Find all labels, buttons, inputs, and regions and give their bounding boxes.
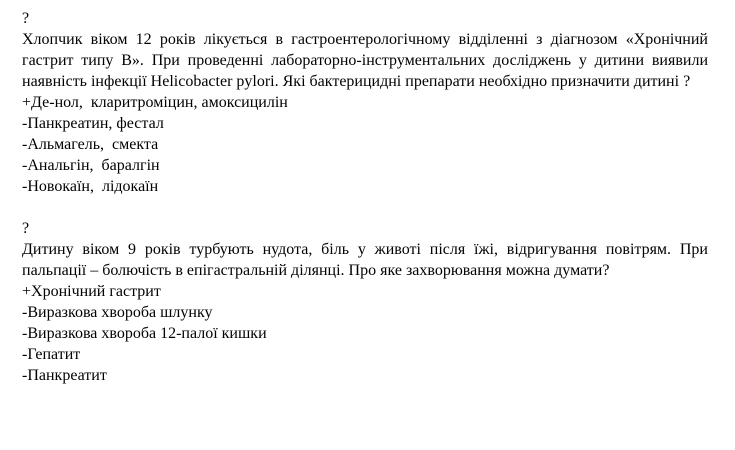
- question-text: Хлопчик віком 12 років лікується в гастроентерологічному відділенні з діагнозом «Хронічний гастрит типу В». При проведенні лабораторно-інструментальних досліджень у дитини виявили наявність інфекції Helicobacter pylori. Які бактерицидні препарати необхідно призначити дитині ?: [22, 31, 708, 90]
- question-block-2: [22, 218, 708, 386]
- answer-option: -Анальгін, баралгін: [22, 157, 160, 174]
- answer-option: -Альмагель, смекта: [22, 136, 159, 153]
- question-marker: ?: [22, 220, 30, 237]
- answer-option: -Виразкова хвороба шлунку: [22, 304, 213, 321]
- answer-option: -Панкреатит: [22, 367, 107, 384]
- answer-option: -Панкреатин, фестал: [22, 115, 164, 132]
- answer-option: -Новокаїн, лідокаїн: [22, 178, 159, 195]
- question-block-1: [22, 8, 708, 197]
- answer-option: -Гепатит: [22, 346, 81, 363]
- document-body: [22, 8, 708, 386]
- answer-option-correct: +Де-нол, кларитроміцин, амоксицилін: [22, 94, 288, 111]
- answer-option: -Виразкова хвороба 12-палої кишки: [22, 325, 267, 342]
- answer-option-correct: +Хронічний гастрит: [22, 283, 161, 300]
- question-marker: ?: [22, 10, 30, 27]
- question-text: Дитину віком 9 років турбують нудота, біль у животі після їжі, відригування повітрям. При пальпації – болючість в епігастральній ділянці. Про яке захворювання можна думати?: [22, 241, 708, 279]
